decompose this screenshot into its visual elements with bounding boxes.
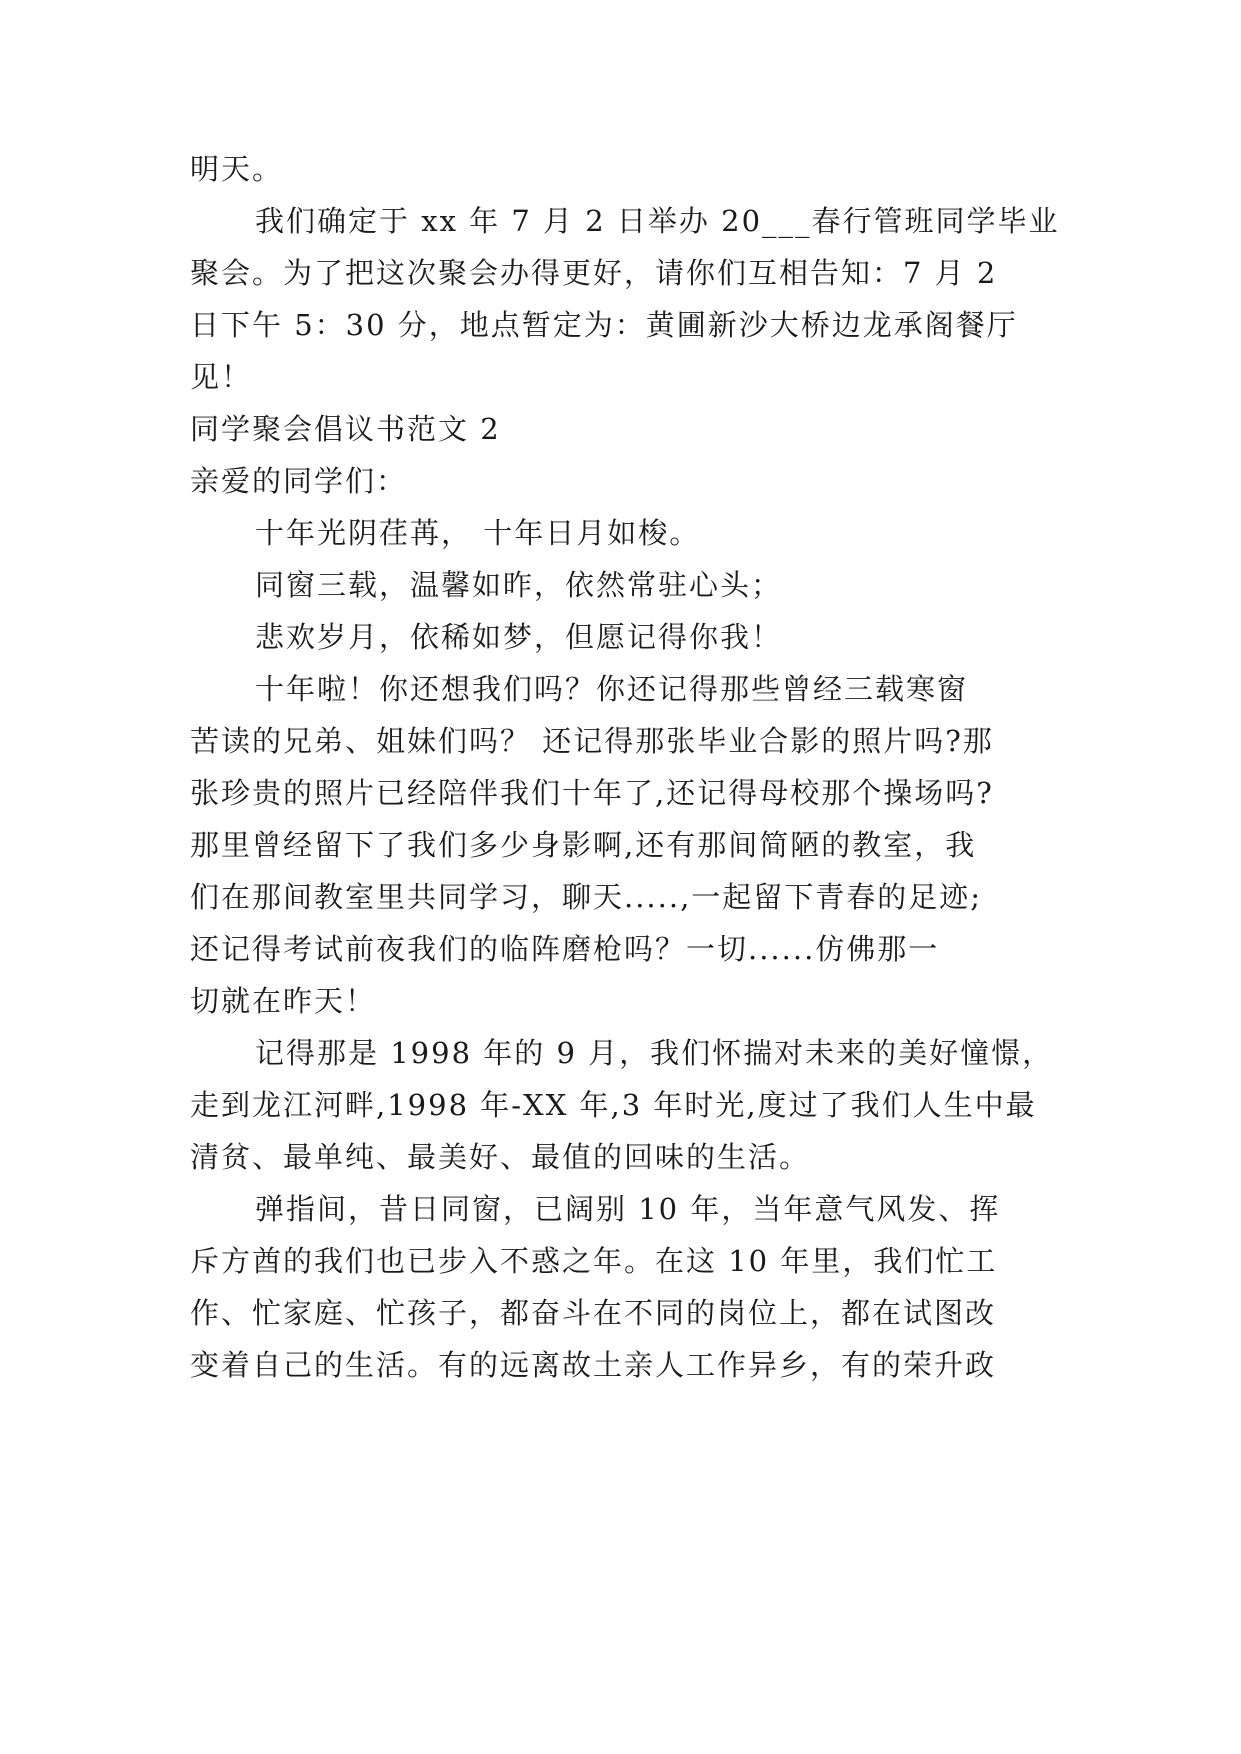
- text-line: 十年啦！你还想我们吗？你还记得那些曾经三载寒窗: [255, 672, 969, 706]
- text-line: 同窗三载，温馨如昨，依然常驻心头；: [255, 568, 783, 602]
- text-line: 斥方酋的我们也已步入不惑之年。在这 10 年里，我们忙工: [190, 1244, 998, 1278]
- text-line: 记得那是 1998 年的 9 月，我们怀揣对未来的美好憧憬，: [255, 1036, 1054, 1070]
- text-line: 清贫、最单纯、最美好、最值的回味的生活。: [190, 1140, 811, 1174]
- text-line: 见！: [190, 360, 253, 394]
- text-line: 日下午 5：30 分，地点暂定为：黄圃新沙大桥边龙承阁餐厅: [190, 308, 1018, 342]
- text-line: 还记得考试前夜我们的临阵磨枪吗？一切......仿佛那一: [190, 932, 940, 966]
- text-line: 明天。: [190, 152, 284, 186]
- text-line: 们在那间教室里共同学习，聊天.....,一起留下青春的足迹;: [190, 880, 983, 914]
- section-heading: 同学聚会倡议书范文 2: [190, 412, 501, 446]
- text-line: 切就在昨天！: [190, 984, 377, 1018]
- text-line: 那里曾经留下了我们多少身影啊,还有那间简陋的教室，我: [190, 828, 977, 862]
- text-line: 悲欢岁月，依稀如梦，但愿记得你我！: [255, 620, 783, 654]
- text-line: 十年光阴荏苒， 十年日月如梭。: [255, 516, 701, 550]
- text-line: 弹指间，昔日同窗，已阔别 10 年，当年意气风发、挥: [255, 1192, 1001, 1226]
- text-line: 变着自己的生活。有的远离故土亲人工作异乡，有的荣升政: [190, 1348, 997, 1382]
- text-line: 张珍贵的照片已经陪伴我们十年了,还记得母校那个操场吗?: [190, 776, 994, 810]
- text-line: 走到龙江河畔,1998 年-XX 年,3 年时光,度过了我们人生中最: [190, 1088, 1037, 1122]
- text-line: 聚会。为了把这次聚会办得更好，请你们互相告知：7 月 2: [190, 256, 998, 290]
- text-line: 苦读的兄弟、姐妹们吗？ 还记得那张毕业合影的照片吗?那: [190, 724, 994, 758]
- text-line: 作、忙家庭、忙孩子，都奋斗在不同的岗位上，都在试图改: [190, 1296, 997, 1330]
- salutation: 亲爱的同学们：: [190, 464, 408, 498]
- text-line: 我们确定于 xx 年 7 月 2 日举办 20___春行管班同学毕业: [255, 204, 1060, 238]
